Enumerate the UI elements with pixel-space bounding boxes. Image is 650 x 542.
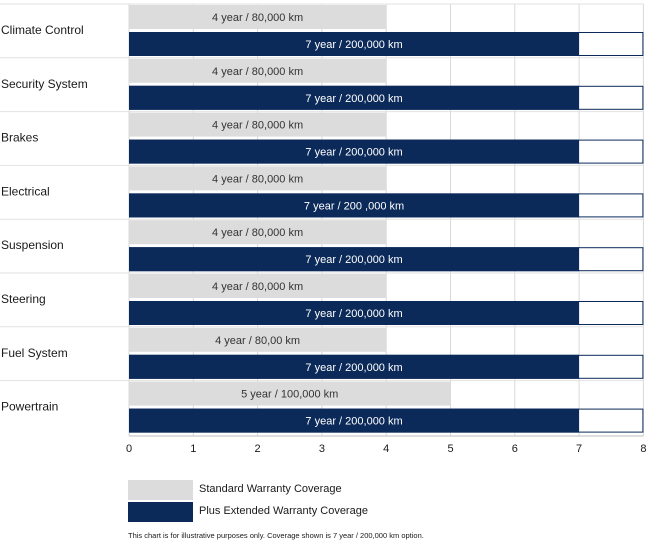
bar-label-extended: 7 year / 200 ,000 km	[303, 200, 405, 213]
x-tick-label: 3	[318, 443, 325, 455]
bar-label-standard: 4 year / 80,00 km	[215, 334, 301, 347]
x-tick-label: 2	[254, 443, 261, 455]
category-label: Security System	[1, 76, 88, 91]
category-label: Climate Control	[1, 23, 84, 37]
x-tick-label: 8	[640, 443, 647, 455]
bar-label-standard: 4 year / 80,000 km	[212, 227, 304, 240]
x-tick-label: 5	[447, 443, 454, 455]
legend-label-extended: Plus Extended Warranty Coverage	[199, 505, 368, 517]
x-tick-label: 7	[576, 443, 583, 455]
bar-label-extended: 7 year / 200,000 km	[305, 146, 403, 159]
bar-label-standard: 4 year / 80,000 km	[212, 65, 304, 78]
legend-swatch-extended	[128, 502, 193, 522]
bar-label-standard: 4 year / 80,000 km	[212, 173, 304, 186]
bar-label-standard: 4 year / 80,000 km	[212, 119, 304, 132]
category-label: Steering	[1, 292, 46, 306]
legend-item-extended	[128, 502, 528, 522]
category-label: Electrical	[1, 184, 50, 199]
bar-label-extended: 7 year / 200,000 km	[305, 308, 403, 320]
x-tick-label: 0	[125, 443, 133, 455]
bar-label-extended: 7 year / 200,000 km	[305, 361, 403, 374]
category-label: Powertrain	[1, 399, 59, 414]
category-label: Fuel System	[1, 345, 68, 360]
bar-label-extended: 7 year / 200,000 km	[305, 39, 403, 51]
x-tick-label: 1	[190, 443, 197, 455]
bar-label-standard: 4 year / 80,000 km	[212, 12, 304, 24]
bar-label-standard: 5 year / 100,000 km	[241, 388, 339, 401]
x-tick-label: 6	[511, 443, 518, 455]
footnote: This chart is for illustrative purposes only. Coverage shown is 7 year / 200,000 km option.	[128, 531, 424, 540]
bar-label-extended: 7 year / 200,000 km	[305, 92, 403, 105]
legend-label-standard: Standard Warranty Coverage	[199, 483, 342, 495]
category-label: Suspension	[1, 238, 64, 253]
bar-label-standard: 4 year / 80,000 km	[212, 281, 304, 293]
bar-label-extended: 7 year / 200,000 km	[305, 415, 403, 428]
legend-item-standard	[128, 480, 528, 500]
category-label: Brakes	[1, 130, 39, 145]
bar-label-extended: 7 year / 200,000 km	[305, 254, 403, 267]
legend-swatch-standard	[128, 480, 193, 500]
x-tick-label: 4	[383, 443, 390, 455]
